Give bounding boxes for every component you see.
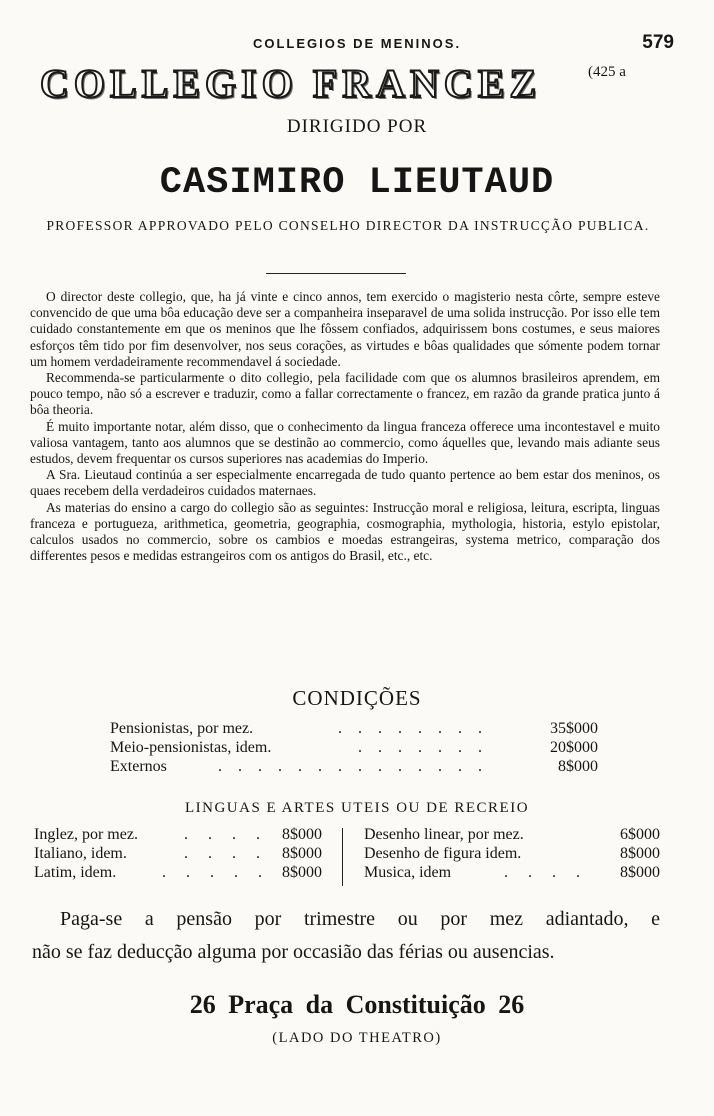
price-row — [110, 720, 598, 739]
price-row — [110, 739, 598, 758]
leader-dots: . . . . . . . . . . . . . . — [218, 758, 488, 775]
divider-rule — [266, 273, 406, 274]
payment-line: não se faz deducção alguma por occasião das férias ou ausencias. — [32, 941, 555, 963]
price-label: Externos — [110, 758, 167, 775]
title-line — [40, 60, 680, 106]
lang-value: 8$000 — [620, 845, 660, 862]
lang-label: Desenho de figura idem. — [364, 845, 522, 862]
lang-value: 8$000 — [282, 845, 322, 862]
leader-dots: . . . . — [504, 864, 588, 881]
lang-label: Desenho linear, por mez. — [364, 826, 524, 843]
paragraph: O director deste collegio, que, ha já vinte e cinco annos, tem exercido o magisterio nesta côrte, sempre esteve convencido de que uma bôa educação deve ser a companheira inseparavel de uma solida instrucção. Por isso elle tem cuidado constantemente em que os meninos que lhe fôssem confiados, adquirissem bons costumes, e seus maiores esforços têm tido por fim desenvolver, nos seus corações, as virtudes e bôas qualidades que sómente podem tornar um homem verdadeiramente recommendavel á sociedade. — [30, 289, 660, 369]
lang-row — [364, 864, 660, 883]
lang-value: 8$000 — [282, 864, 322, 881]
column-divider — [342, 828, 343, 886]
lang-label: Inglez, por mez. — [34, 826, 138, 843]
title-side-note: (425 a — [588, 64, 626, 80]
director-name: CASIMIRO LIEUTAUD — [159, 162, 555, 204]
conditions-heading: CONDIÇÕES — [292, 686, 422, 710]
body-text — [30, 289, 660, 564]
lang-row — [364, 826, 660, 845]
page-number: 579 — [642, 32, 674, 53]
address-note: (LADO DO THEATRO) — [272, 1030, 442, 1046]
paragraph: Recommenda-se particularmente o dito collegio, pela facilidade com que os alumnos brasileiros aprendem, em pouco tempo, não só a escrever e traduzir, como a fallar correctamente o francez, em razão da grande pratica junto á bôa theoria. — [30, 370, 660, 418]
price-value: 8$000 — [558, 758, 598, 775]
conditions-table — [110, 720, 598, 777]
page-header — [0, 32, 714, 56]
credentials: PROFESSOR APPROVADO PELO CONSELHO DIRECTOR DA INSTRUCÇÃO PUBLICA. — [46, 218, 650, 233]
leader-dots: . . . . . . . . — [338, 720, 488, 737]
price-label: Pensionistas, por mez. — [110, 720, 254, 737]
school-title: COLLEGIO FRANCEZ — [40, 61, 542, 106]
directed-by: DIRIGIDO POR — [286, 116, 428, 137]
leader-dots: . . . . . . . — [358, 739, 488, 756]
leader-dots: . . . . — [184, 826, 268, 843]
price-row — [110, 758, 598, 777]
lang-label: Latim, idem. — [34, 864, 117, 881]
leader-dots: . . . . . — [162, 864, 270, 881]
languages-right-column — [364, 826, 660, 883]
price-label: Meio-pensionistas, idem. — [110, 739, 272, 756]
lang-row — [34, 845, 322, 864]
lang-row — [34, 826, 322, 845]
languages-heading: LINGUAS E ARTES UTEIS OU DE RECREIO — [184, 800, 530, 816]
paragraph: É muito importante notar, além disso, que o conhecimento da lingua franceza offerece uma incontestavel e muito valiosa vantagem, tanto aos alumnos que se destinão ao commercio, como áquelles que, levando mais adiante seus estudos, devem frequentar os cursos superiores nas academias do Imperio. — [30, 418, 660, 467]
lang-label: Italiano, idem. — [34, 845, 127, 862]
price-value: 35$000 — [550, 720, 598, 737]
leader-dots: . . . . — [184, 845, 268, 862]
lang-row — [364, 845, 660, 864]
languages-left-column — [34, 826, 322, 883]
running-title: COLLEGIOS DE MENINOS. — [252, 36, 462, 51]
address: 26 Praça da Constituição 26 — [189, 990, 525, 1019]
price-value: 20$000 — [550, 739, 598, 756]
lang-value: 8$000 — [282, 826, 322, 843]
lang-row — [34, 864, 322, 883]
lang-value: 6$000 — [620, 826, 660, 843]
lang-label: Musica, idem — [364, 864, 452, 881]
payment-line: Paga-se a pensão por trimestre ou por mez adiantado, e — [60, 908, 660, 930]
lang-value: 8$000 — [620, 864, 660, 881]
payment-note — [32, 903, 660, 969]
paragraph: As materias do ensino a cargo do collegio são as seguintes: Instrucção moral e religiosa, leitura, escripta, linguas franceza e portugueza, arithmetica, geometria, geographia, cosmographia, mythologia, historia, estylo epistolar, calculos usados no commercio, sobre os cambios e moedas estrangeiras, systema metrico, comparação dos differentes pesos e medidas estrangeiros com os antigos do Brasil, etc., etc. — [30, 499, 660, 564]
paragraph: A Sra. Lieutaud continúa a ser especialmente encarregada de tudo quanto pertence ao bem estar dos meninos, os quaes recebem della verdadeiros cuidados maternaes. — [30, 467, 660, 499]
